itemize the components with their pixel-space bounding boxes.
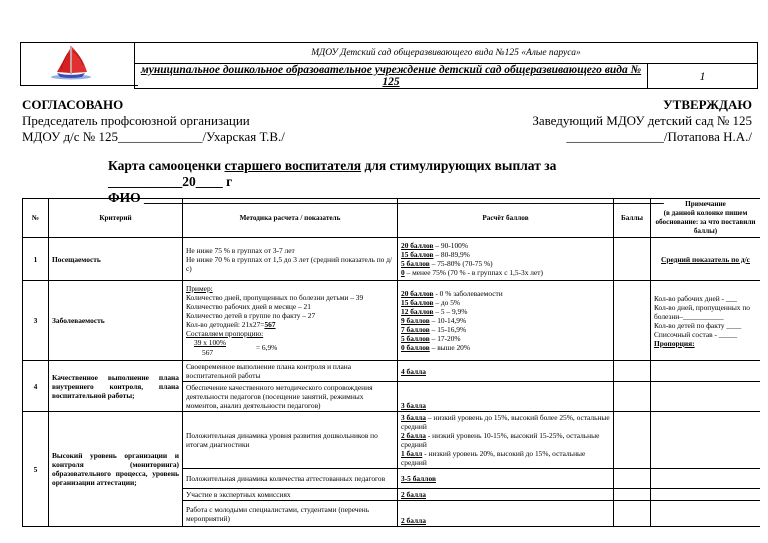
score-points: 0 баллов	[401, 343, 430, 352]
note-line: Кол-во рабочих дней - ___	[654, 293, 737, 303]
col-header-method: Методика расчета / показатель	[183, 199, 398, 238]
score-value: 3-5 баллов	[401, 474, 436, 483]
calc-value: 567	[264, 320, 276, 329]
note-cell[interactable]	[651, 469, 761, 489]
approved-block	[532, 97, 752, 145]
score-line	[401, 250, 610, 259]
score-line	[401, 259, 610, 268]
agreed-heading: СОГЛАСОВАНО	[22, 97, 124, 112]
col-header-num: №	[23, 199, 49, 238]
note-line: Списочный состав - _____	[654, 329, 738, 339]
score-cell	[398, 489, 614, 501]
score-value: 4 балла	[401, 366, 426, 376]
score-condition: – до 5%	[433, 298, 461, 307]
agreed-line1: Председатель профсоюзной организации	[22, 113, 250, 128]
note-cell: Средний показатель по д/с	[651, 238, 761, 281]
score-points: 20 баллов	[401, 289, 434, 298]
method-line: Количество дней, пропущенных по болезни детьми – 39	[186, 293, 364, 302]
note-cell	[651, 281, 761, 361]
agreed-block	[22, 97, 285, 145]
col-header-criterion: Критерий	[49, 199, 183, 238]
score-line	[401, 289, 610, 298]
score-condition: – 75-80% (70-75 %)	[429, 259, 493, 268]
criteria-table-wrap	[22, 198, 760, 543]
table-row	[23, 361, 761, 382]
score-condition: - низкий уровень 10-15%, высокий 15-25%, остальные средний	[401, 431, 600, 449]
method-line: Не ниже 70 % в группах от 1,5 до 3 лет (средний показатель по д/с)	[186, 254, 393, 273]
criteria-table	[22, 198, 760, 527]
score-condition: – 5 – 9,9%	[433, 307, 468, 316]
method-cell	[183, 238, 398, 281]
card-title-line	[108, 158, 668, 190]
row-number: 1	[23, 238, 49, 281]
fraction-result: = 6,9%	[255, 343, 278, 352]
method-proportion-label: Составляем пропорцию:	[186, 329, 264, 338]
method-cell: Обеспечение качественного методического сопровождения деятельности педагогов (посещение занятий, режимных моментов, анализ деятельности педагогов)	[183, 382, 398, 412]
score-points: 12 баллов	[401, 307, 434, 316]
method-cell: Своевременное выполнение плана контроля и плана воспитательной работы	[183, 361, 398, 382]
score-line	[401, 316, 610, 325]
col-header-score: Расчёт баллов	[398, 199, 614, 238]
criterion-cell: Высокий уровень организации и контроля (мониторинга) образовательного процесса, уровень организации аттестации;	[49, 412, 183, 527]
method-cell: Участие в экспертных комиссиях	[183, 489, 398, 501]
score-points: 1 балл	[401, 449, 423, 458]
red-sailboat-logo-icon	[20, 42, 138, 86]
score-cell	[398, 501, 614, 527]
method-cell: Работа с молодыми специалистами, студентами (перечень мероприятий)	[183, 501, 398, 527]
points-input-cell[interactable]	[614, 489, 651, 501]
score-points: 5 баллов	[401, 334, 430, 343]
score-cell	[398, 412, 614, 469]
points-input-cell[interactable]	[614, 382, 651, 412]
points-input-cell[interactable]	[614, 281, 651, 361]
note-cell[interactable]	[651, 501, 761, 527]
method-line: Количество детей в группе по факту – 27	[186, 311, 316, 320]
method-cell	[183, 281, 398, 361]
note-line: Кол-во дней, пропущенных по болезни–___________	[654, 302, 750, 321]
page-number: 1	[648, 64, 758, 89]
score-value: 3 балла	[401, 401, 426, 410]
table-row	[23, 238, 761, 281]
score-line	[401, 241, 610, 250]
score-line	[401, 449, 610, 467]
score-points: 9 баллов	[401, 316, 430, 325]
method-line: Количество рабочих дней в месяце – 21	[186, 302, 311, 311]
note-line: Кол-во детей по факту ____	[654, 320, 742, 330]
fraction-top: 39 х 100%	[194, 338, 227, 347]
score-condition: – 10-14,9%	[429, 316, 467, 325]
score-cell	[398, 238, 614, 281]
score-condition: – выше 20%	[429, 343, 471, 352]
score-cell	[398, 469, 614, 489]
score-condition: – менее 75% (70 % - в группах с 1,5-3х лет)	[404, 268, 543, 277]
header-table	[134, 42, 758, 89]
score-points: 3 балла	[401, 413, 426, 422]
title-suffix: для стимулирующих выплат за ___________20____ г	[108, 158, 557, 189]
note-cell[interactable]	[651, 382, 761, 412]
score-cell	[398, 281, 614, 361]
score-line	[401, 307, 610, 316]
note-proportion-label: Пропорция:	[654, 338, 695, 348]
points-input-cell[interactable]	[614, 238, 651, 281]
score-condition: – 17-20%	[429, 334, 461, 343]
method-line: Не ниже 75 % в группах от 3-7 лет	[186, 245, 295, 255]
score-points: 20 баллов	[401, 241, 434, 250]
criterion-cell: Заболеваемость	[49, 281, 183, 361]
score-line	[401, 413, 610, 431]
approved-line1: Заведующий МДОУ детский сад № 125	[532, 113, 752, 128]
score-points: 5 баллов	[401, 259, 430, 268]
org-full-name: муниципальное дошкольное образовательное учреждение детский сад общеразвивающего вида № 125	[135, 64, 648, 89]
score-cell	[398, 382, 614, 412]
row-number: 5	[23, 412, 49, 527]
fio-line: ФИО _____________________________________________________________________________	[108, 190, 664, 205]
points-input-cell[interactable]	[614, 412, 651, 469]
note-cell[interactable]	[651, 489, 761, 501]
method-cell: Положительная динамика уровня развития дошкольников по итогам диагностики	[183, 412, 398, 469]
score-condition: – 15-16,9%	[429, 325, 467, 334]
fraction-block	[186, 338, 394, 352]
score-cell	[398, 361, 614, 382]
score-condition: - 0 % заболеваемости	[433, 289, 503, 298]
score-condition: – 80-89,9%	[433, 250, 470, 259]
table-header-row	[23, 199, 761, 238]
score-value: 2 балла	[401, 490, 426, 499]
col-header-note: Примечание (в данной колонке пишем обоснование: за что поставили баллы)	[651, 199, 761, 238]
note-cell[interactable]	[651, 412, 761, 469]
agreed-line2: МДОУ д/с № 125_____________/Ухарская Т.В./	[22, 129, 285, 144]
score-points: 15 баллов	[401, 250, 434, 259]
row-number: 3	[23, 281, 49, 361]
score-line	[401, 298, 610, 307]
method-calc	[186, 320, 394, 329]
table-row	[23, 281, 761, 361]
criterion-cell: Посещаемость	[49, 238, 183, 281]
points-input-cell[interactable]	[614, 361, 651, 382]
criterion-cell: Качественное выполнение плана внутреннего контроля, плана воспитательной работы;	[49, 361, 183, 412]
approved-line2: _______________/Потапова Н.А./	[566, 129, 752, 144]
score-value: 2 балла	[401, 516, 426, 525]
note-cell[interactable]	[651, 361, 761, 382]
score-line	[401, 431, 610, 449]
score-line	[401, 268, 610, 277]
title-position: старшего воспитателя	[224, 158, 362, 173]
document-header	[12, 42, 758, 86]
score-condition: – 90-100%	[433, 241, 468, 250]
score-condition: – низкий уровень до 15%, высокий более 25%, остальные средний	[401, 413, 610, 431]
points-input-cell[interactable]	[614, 469, 651, 489]
score-condition: - низкий уровень 20%, высокий до 15%, остальные средний	[401, 449, 586, 467]
score-line	[401, 343, 610, 352]
method-example-label: Пример:	[186, 284, 213, 293]
row-number: 4	[23, 361, 49, 412]
score-line	[401, 334, 610, 343]
title-prefix: Карта самооценки	[108, 158, 225, 173]
col-header-points: Баллы	[614, 199, 651, 238]
score-line	[401, 325, 610, 334]
score-points: 0	[401, 268, 405, 277]
sailboat-logo-svg	[21, 43, 137, 85]
score-points: 15 баллов	[401, 298, 434, 307]
calc-prefix: Кол-во детодней: 21х27=	[186, 320, 265, 329]
score-points: 7 баллов	[401, 325, 430, 334]
org-short-name: МДОУ Детский сад общеразвивающего вида №125 «Алые паруса»	[135, 43, 758, 64]
method-cell: Положительная динамика количества аттестованных педагогов	[183, 469, 398, 489]
fraction-bottom: 567	[202, 348, 214, 357]
table-row	[23, 412, 761, 469]
points-input-cell[interactable]	[614, 501, 651, 527]
approved-heading: УТВЕРЖДАЮ	[663, 97, 752, 112]
score-points: 2 балла	[401, 431, 426, 440]
